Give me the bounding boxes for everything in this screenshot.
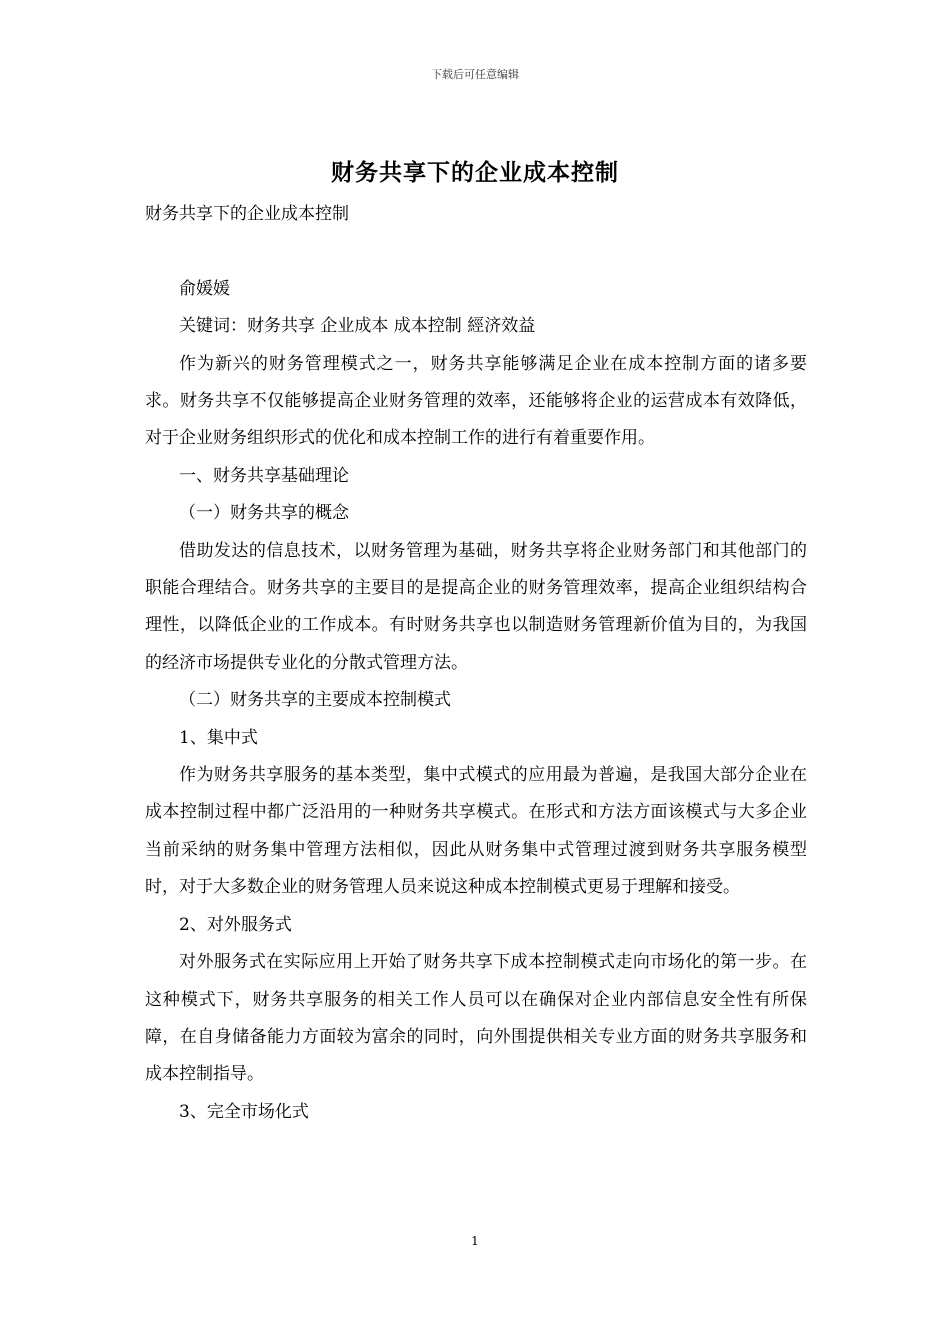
document-title: 财务共享下的企业成本控制 — [331, 160, 619, 186]
section-heading-1: 一、财务共享基础理论 — [179, 465, 349, 486]
list-heading-1: 1、集中式 — [179, 727, 258, 748]
intro-paragraph: 作为新兴的财务管理模式之一，财务共享能够满足企业在成本控制方面的诸多要求。财务共享不仅能够提高企业财务管理的效率，还能够将企业的运营成本有效降低，对于企业财务组织形式的优化和成本控制工作的进行有着重要作用。 — [145, 353, 807, 449]
document-body — [145, 196, 807, 1131]
list-heading-3: 3、完全市场化式 — [179, 1101, 309, 1122]
keywords-line: 关键词：财务共享 企业成本 成本控制 經济效益 — [179, 316, 536, 337]
list-heading-2: 2、对外服务式 — [179, 914, 292, 935]
author-name: 俞媛媛 — [179, 278, 230, 299]
blank-line — [145, 233, 807, 270]
body-paragraph: 借助发达的信息技术，以财务管理为基础，财务共享将企业财务部门和其他部门的职能合理结合。财务共享的主要目的是提高企业的财务管理效率，提高企业组织结构合理性，以降低企业的工作成本。有时财务共享也以制造财务管理新价值为目的，为我国的经济市场提供专业化的分散式管理方法。 — [145, 540, 807, 673]
body-paragraph: 对外服务式在实际应用上开始了财务共享下成本控制模式走向市场化的第一步。在这种模式下，财务共享服务的相关工作人员可以在确保对企业内部信息安全性有所保障，在自身储备能力方面较为富余的同时，向外围提供相关专业方面的财务共享服务和成本控制指导。 — [145, 952, 807, 1085]
page-number: 1 — [471, 1234, 479, 1248]
subtitle-paragraph: 财务共享下的企业成本控制 — [145, 204, 349, 224]
subsection-heading-2: （二）财务共享的主要成本控制模式 — [179, 690, 451, 711]
header-note: 下载后可任意编辑 — [431, 68, 519, 81]
subsection-heading-1: （一）财务共享的概念 — [179, 503, 349, 524]
body-paragraph: 作为财务共享服务的基本类型，集中式模式的应用最为普遍，是我国大部分企业在成本控制过程中都广泛沿用的一种财务共享模式。在形式和方法方面该模式与大多企业当前采纳的财务集中管理方法相似，因此从财务集中式管理过渡到财务共享服务模型时，对于大多数企业的财务管理人员来说这种成本控制模式更易于理解和接受。 — [145, 765, 807, 898]
